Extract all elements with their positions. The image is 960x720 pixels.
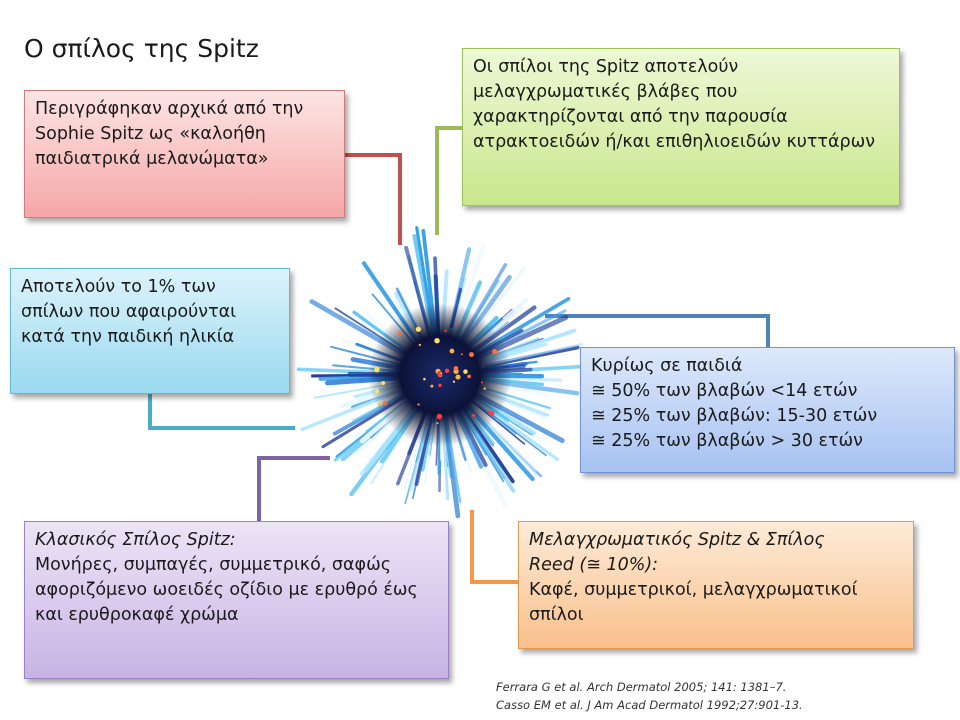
pigmented-heading-b-post: 10%): bbox=[600, 555, 659, 575]
classic-heading: Κλασικός Σπίλος Spitz: bbox=[35, 530, 236, 550]
burst-spark bbox=[463, 369, 467, 373]
burst-spark bbox=[383, 401, 387, 405]
burst-spark bbox=[445, 369, 449, 373]
burst-spark bbox=[467, 375, 471, 379]
burst-spark bbox=[469, 352, 474, 357]
classic-spitz-box bbox=[24, 521, 449, 679]
connector-blue bbox=[545, 316, 768, 347]
frequency-box bbox=[10, 268, 290, 394]
slide-title: Ο σπίλος της Spitz bbox=[24, 34, 259, 63]
age-line-1-text: 50% των βλαβών <14 ετών bbox=[611, 381, 858, 401]
burst-spark bbox=[417, 403, 419, 405]
burst-spark bbox=[440, 372, 442, 374]
age-line-1 bbox=[591, 379, 944, 404]
burst-spark bbox=[381, 381, 385, 385]
burst-spark bbox=[450, 349, 455, 354]
approx-symbol: ≅ bbox=[591, 381, 606, 401]
connector-cyan bbox=[150, 394, 295, 428]
approx-symbol: ≅ bbox=[591, 431, 606, 451]
pigmented-spitz-box bbox=[518, 521, 914, 649]
burst-spark bbox=[444, 330, 446, 332]
connector-green bbox=[437, 128, 462, 235]
age-line-2-text: 25% των βλαβών: 15-30 ετών bbox=[611, 406, 878, 426]
pigmented-heading-b bbox=[529, 553, 903, 578]
connector-orange bbox=[472, 510, 518, 582]
definition-text: Οι σπίλοι της Spitz αποτελούν μελαγχρωματικές βλάβες που χαρακτηρίζονται από την παρουσία ατρακτοειδών ή/και επιθηλιοειδών κυττάρων bbox=[473, 57, 876, 152]
burst-spark bbox=[438, 384, 442, 388]
history-box bbox=[24, 90, 345, 218]
burst-spark bbox=[430, 385, 433, 388]
burst-spark bbox=[461, 353, 463, 355]
burst-spark bbox=[398, 322, 400, 324]
burst-spark bbox=[419, 344, 421, 346]
classic-text: Μονήρες, συμπαγές, συμμετρικό, σαφώς αφοριζόμενο ωοειδές οζίδιο με ερυθρό έως και ερυθροκαφέ χρώμα bbox=[35, 555, 418, 625]
burst-spark bbox=[374, 367, 379, 372]
burst-spark bbox=[455, 375, 460, 380]
burst-spark bbox=[472, 414, 475, 417]
age-heading: Κυρίως σε παιδιά bbox=[591, 356, 743, 376]
history-text: Περιγράφηκαν αρχικά από την Sophie Spitz ως «καλοήθη παιδιατρικά μελανώματα» bbox=[35, 99, 304, 169]
burst-spark bbox=[434, 338, 439, 343]
approx-symbol: ≅ bbox=[591, 406, 606, 426]
burst-spark bbox=[483, 387, 485, 389]
burst-spark bbox=[457, 323, 460, 326]
burst-spark bbox=[489, 411, 494, 416]
reference-2: Casso EM et al. J Am Acad Dermatol 1992;27:901-13. bbox=[496, 698, 803, 712]
burst-spark bbox=[454, 366, 459, 371]
burst-spark bbox=[370, 370, 372, 372]
age-line-3 bbox=[591, 429, 944, 454]
burst-spark bbox=[453, 381, 455, 383]
reference-1: Ferrara G et al. Arch Dermatol 2005; 141: 1381–7. bbox=[496, 680, 787, 694]
spitz-burst-image bbox=[299, 228, 582, 516]
pigmented-heading-a: Μελαγχρωματικός Spitz & Σπίλος bbox=[529, 530, 825, 550]
frequency-text: Αποτελούν το 1% των σπίλων που αφαιρούνται κατά την παιδική ηλικία bbox=[21, 277, 237, 347]
connector-red bbox=[345, 155, 400, 245]
burst-spark bbox=[423, 378, 426, 381]
burst-spark bbox=[398, 331, 402, 335]
burst-spark bbox=[481, 381, 483, 383]
age-distribution-box bbox=[580, 347, 955, 473]
pigmented-text: Καφέ, συμμετρικοί, μελαγχρωματικοί σπίλοι bbox=[529, 580, 858, 625]
burst-spark bbox=[375, 389, 379, 393]
connector-purple bbox=[259, 458, 330, 521]
age-line-2 bbox=[591, 404, 944, 429]
burst-spark bbox=[437, 414, 443, 420]
pigmented-heading-b-pre: Reed ( bbox=[529, 555, 587, 575]
burst-spark bbox=[378, 402, 382, 406]
approx-symbol: ≅ bbox=[586, 555, 601, 575]
burst-spark bbox=[416, 327, 421, 332]
burst-spark bbox=[436, 422, 438, 424]
burst-spark bbox=[492, 349, 497, 354]
age-line-3-text: 25% των βλαβών > 30 ετών bbox=[611, 431, 863, 451]
definition-box bbox=[462, 48, 900, 206]
